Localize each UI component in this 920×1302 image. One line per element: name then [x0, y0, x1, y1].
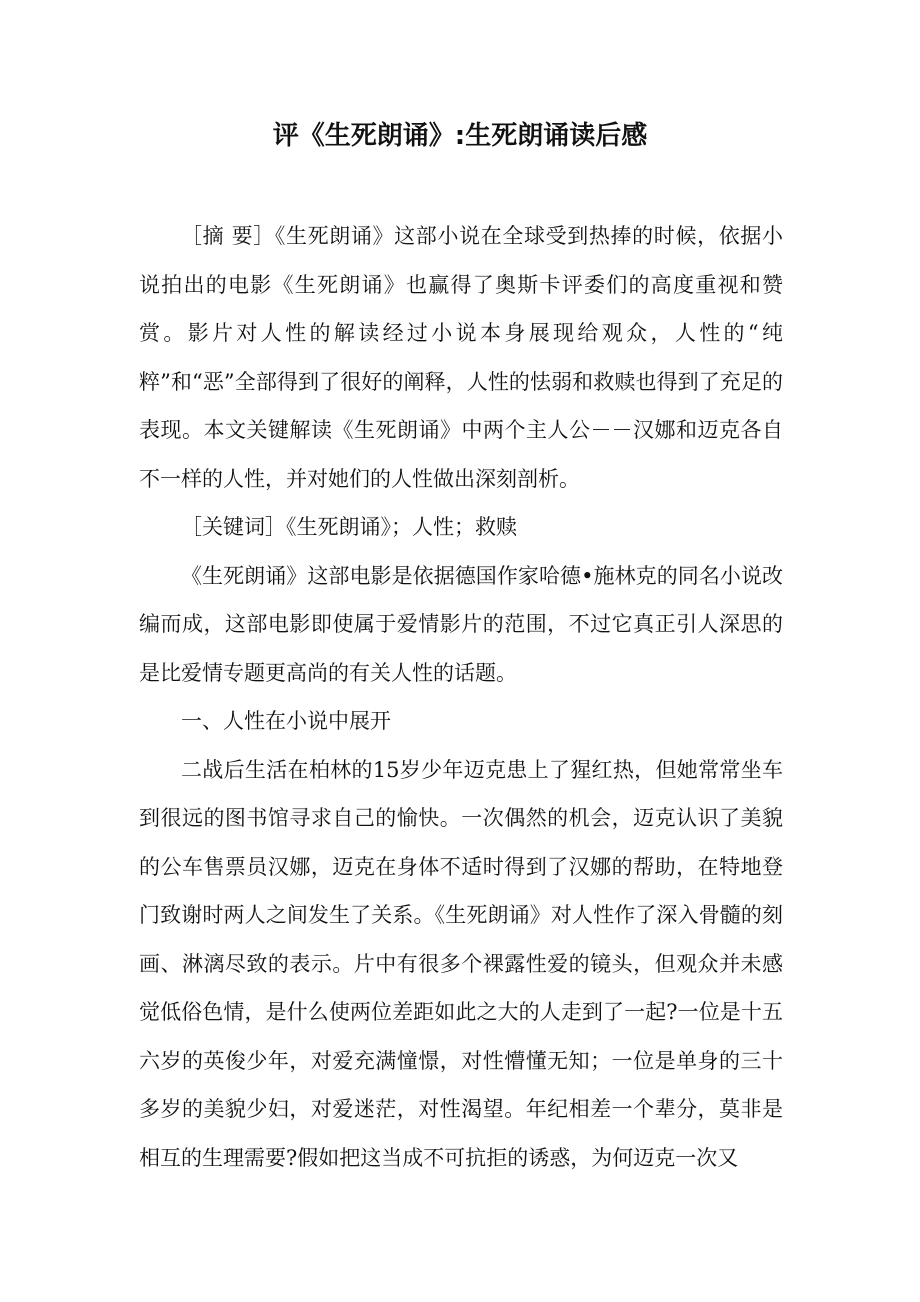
document-body: [139, 212, 783, 1182]
section-heading: 一、人性在小说中展开: [181, 709, 391, 733]
abstract-paragraph: ［摘 要］《生死朗诵》这部小说在全球受到热捧的时候，依据小说拍出的电影《生死朗诵》也赢得了奥斯卡评委们的高度重视和赞赏。影片对人性的解读经过小说本身展现给观众，人性的“纯粹”和“恶”全部得到了很好的阐释，人性的怯弱和救赎也得到了充足的表现。本文关键解读《生死朗诵》中两个主人公－－汉娜和迈克各自不一样的人性，并对她们的人性做出深刻剖析。: [139, 224, 783, 491]
keywords-paragraph: ［关键词］《生死朗诵》；人性；救赎: [181, 515, 517, 539]
intro-paragraph: 《生死朗诵》这部电影是依据德国作家哈德•施林克的同名小说改编而成，这部电影即使属于爱情影片的范围，不过它真正引人深思的是比爱情专题更高尚的有关人性的话题。: [139, 563, 783, 685]
document-title: 评《生死朗诵》:生死朗诵读后感: [272, 121, 648, 151]
body-paragraph: 二战后生活在柏林的15岁少年迈克患上了猩红热，但她常常坐车到很远的图书馆寻求自己的愉快。一次偶然的机会，迈克认识了美貌的公车售票员汉娜，迈克在身体不适时得到了汉娜的帮助，在特地登门致谢时两人之间发生了关系。《生死朗诵》对人性作了深入骨髓的刻画、淋漓尽致的表示。片中有很多个裸露性爱的镜头，但观众并未感觉低俗色情，是什么使两位差距如此之大的人走到了一起?一位是十五六岁的英俊少年，对爱充满憧憬，对性懵懂无知；一位是单身的三十多岁的美貌少妇，对爱迷茫，对性渴望。年纪相差一个辈分，莫非是相互的生理需要?假如把这当成不可抗拒的诱惑，为何迈克一次又: [139, 757, 783, 1170]
